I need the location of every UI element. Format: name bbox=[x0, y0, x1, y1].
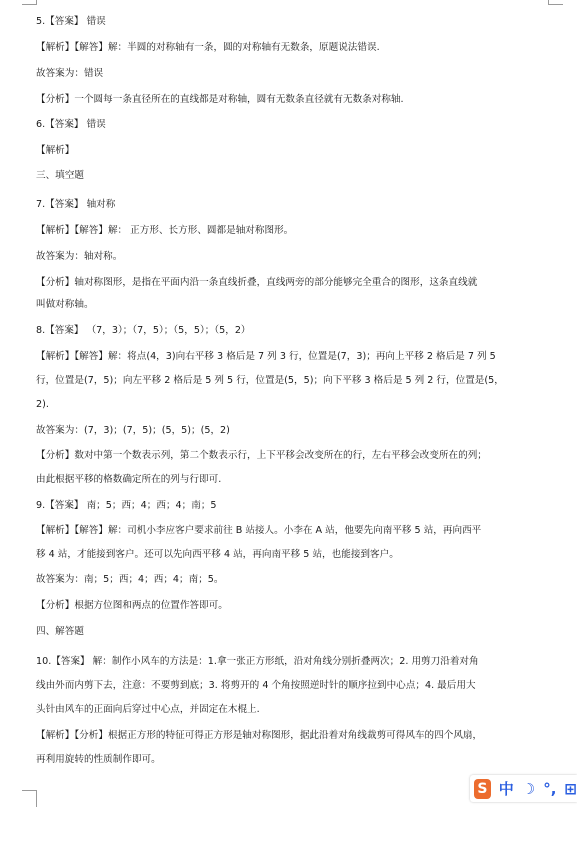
analysis-note-9: 【分析】根据方位图和两点的位置作答即可。 bbox=[36, 600, 228, 611]
analysis-9-line1: 【解析】【解答】解：司机小李应客户要求前往 B 站接人。小李在 A 站，他要先向南平移 5 站，再向西平 bbox=[36, 525, 482, 536]
analysis-9-line2: 移 4 站，才能接到客户。还可以先向西平移 4 站，再向南平移 5 站，也能接到客户。 bbox=[36, 549, 399, 560]
moon-icon[interactable]: ☽ bbox=[521, 779, 536, 798]
answer-7: 7.【答案】 轴对称 bbox=[36, 199, 116, 210]
analysis-6: 【解析】 bbox=[36, 145, 75, 156]
analysis-7: 【解析】【解答】解： 正方形、长方形、圆都是轴对称图形。 bbox=[36, 225, 294, 236]
analysis-8-line2: 行，位置是(7，5)；向左平移 2 格后是 5 列 5 行，位置是(5，5)；向下平移 3 格后是 5 列 2 行，位置是(5， bbox=[36, 375, 504, 386]
corner-mark-bottom-left bbox=[22, 790, 37, 807]
answer-10-line2: 线由外而内剪下去，注意：不要剪到底；3. 将剪开的 4 个角按照逆时针的顺序拉到中心点；4. 最后用大 bbox=[36, 680, 476, 691]
conclusion-9: 故答案为：南；5；西；4；西；4；南；5。 bbox=[36, 574, 224, 585]
analysis-8-line3: 2). bbox=[36, 399, 49, 410]
section-heading-solve: 四、解答题 bbox=[36, 626, 84, 637]
analysis-note-7-line2: 叫做对称轴。 bbox=[36, 299, 94, 310]
section-heading-fill-in: 三、填空题 bbox=[36, 170, 84, 181]
conclusion-8: 故答案为：(7，3)；(7，5)；(5，5)；(5，2) bbox=[36, 425, 230, 436]
analysis-note-5: 【分析】一个圆每一条直径所在的直线都是对称轴，圆有无数条直径就有无数条对称轴. bbox=[36, 94, 404, 105]
analysis-10-line1: 【解析】【分析】根据正方形的特征可得正方形是轴对称图形，据此沿着对角线裁剪可得风车的四个风扇， bbox=[36, 730, 483, 741]
analysis-note-7-line1: 【分析】轴对称图形，是指在平面内沿一条直线折叠，直线两旁的部分能够完全重合的图形，这条直线就 bbox=[36, 277, 478, 288]
answer-5: 5.【答案】 错误 bbox=[36, 16, 106, 27]
ime-mode-toggle[interactable]: 中 bbox=[498, 780, 514, 798]
keyboard-icon[interactable]: ⊞ bbox=[564, 779, 577, 798]
answer-10-line1: 10.【答案】 解：制作小风车的方法是：1.拿一张正方形纸，沿对角线分别折叠两次；2. 用剪刀沿着对角 bbox=[36, 656, 479, 667]
answer-6: 6.【答案】 错误 bbox=[36, 119, 106, 130]
answer-8: 8.【答案】 （7，3）；（7，5）；（5，5）；（5，2） bbox=[36, 325, 251, 336]
conclusion-7: 故答案为：轴对称。 bbox=[36, 251, 123, 262]
analysis-10-line2: 再利用旋转的性质制作即可。 bbox=[36, 754, 161, 765]
analysis-8-line1: 【解析】【解答】解：将点(4，3)向右平移 3 格后是 7 列 3 行，位置是(7，3)；再向上平移 2 格后是 7 列 5 bbox=[36, 351, 496, 362]
analysis-note-8-line1: 【分析】数对中第一个数表示列，第二个数表示行，上下平移会改变所在的行，左右平移会改变所在的列； bbox=[36, 450, 487, 461]
ime-toolbar[interactable] bbox=[470, 775, 577, 802]
conclusion-5: 故答案为：错误 bbox=[36, 68, 104, 79]
analysis-5: 【解析】【解答】解：半圆的对称轴有一条，圆的对称轴有无数条，原题说法错误. bbox=[36, 42, 380, 53]
punctuation-icon[interactable]: °, bbox=[543, 779, 557, 798]
corner-mark-top-right bbox=[548, 0, 563, 5]
analysis-note-8-line2: 由此根据平移的格数确定所在的列与行即可. bbox=[36, 474, 222, 485]
sogou-logo-icon[interactable]: S bbox=[474, 779, 491, 799]
answer-10-line3: 头针由风车的正面向后穿过中心点，并固定在木棍上. bbox=[36, 704, 260, 715]
corner-mark-top-left bbox=[22, 0, 37, 5]
answer-9: 9.【答案】 南；5；西；4；西；4；南；5 bbox=[36, 500, 217, 511]
